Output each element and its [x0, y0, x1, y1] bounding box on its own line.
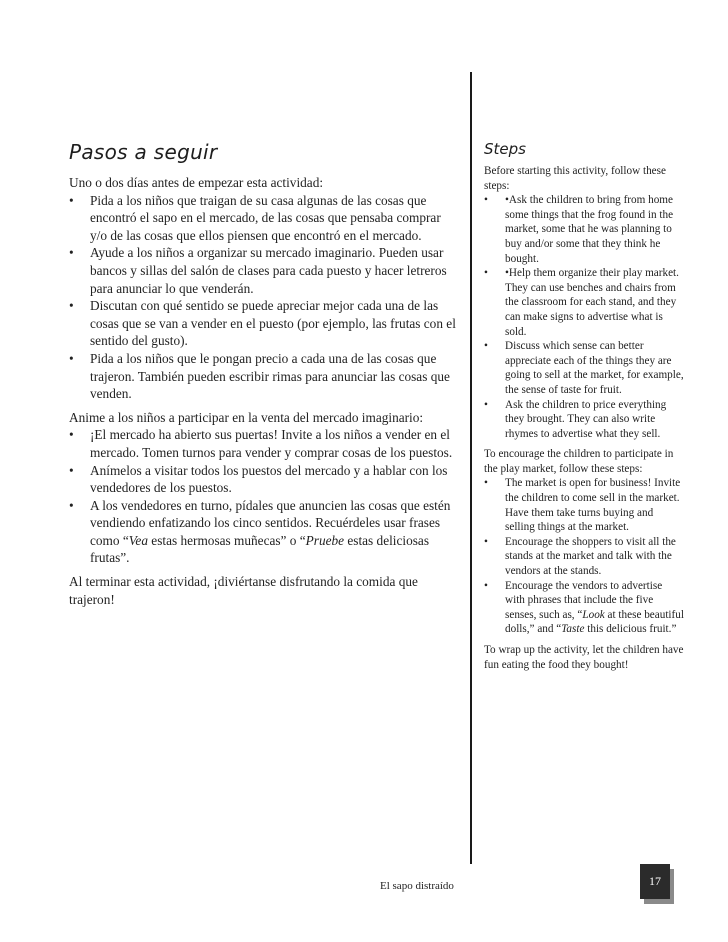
bullet: • [484, 267, 488, 280]
list-item-text: •Help them organize their play market. They can use benches and chairs from the classroom for each stand, and they can make signs to advertise what is sold. [505, 267, 679, 338]
english-intro-market: To encourage the children to participate in the play market, follow these steps: [484, 448, 674, 475]
page-number: 17 [640, 864, 670, 899]
bullet: • [69, 462, 74, 478]
list-item [484, 579, 684, 637]
bullet: • [484, 340, 488, 353]
bullet: • [69, 497, 74, 513]
bullet: • [484, 477, 488, 490]
text-run: at these beautiful dolls,” and “ [505, 608, 684, 636]
spanish-intro-market: Anime a los niños a participar en la venta del mercado imaginario: [69, 409, 424, 425]
bullet: • [69, 350, 74, 366]
bullet: • [69, 245, 74, 261]
list-item-text [90, 498, 450, 566]
text-run: estas deliciosas frutas”. [90, 532, 429, 566]
spanish-closing: Al terminar esta actividad, ¡diviértanse disfrutando la comida que trajeron! [69, 574, 418, 607]
list-item-text: Pida a los niños que traigan de su casa algunas de las cosas que encontró el sapo en el mercado, de las cosas que pensaba comprar y/o de las cosas que ellos piensen que encontró en el mercado. [90, 192, 441, 243]
bullet: • [484, 194, 488, 207]
list-item-text: Ayude a los niños a organizar su mercado imaginario. Pueden usar bancos y sillas del salón de clases para cada puesto y hacer letreros para anunciar lo que venderán. [90, 245, 447, 296]
bullet: • [484, 535, 488, 548]
emphasis-look: Look [582, 608, 605, 621]
bullet: • [69, 427, 74, 443]
text-run: Encourage the vendors to advertise with phrases that include the five senses, such as, “ [505, 579, 663, 621]
list-item-text: Encourage the shoppers to visit all the stands at the market and talk with the vendors at the stands. [505, 535, 676, 578]
list-item-text: Ask the children to price everything they brought. They can also write rhymes to advertise what they sell. [505, 398, 667, 440]
list-item-text: Discuss which sense can better appreciate each of the things they are going to sell at the market, for example, the sense of taste for fruit. [505, 340, 684, 396]
spanish-column [69, 140, 457, 608]
list-item-text: Anímelos a visitar todos los puestos del mercado y a hablar con los vendedores de los puestos. [90, 462, 448, 496]
list-item [484, 535, 684, 579]
english-closing: To wrap up the activity, let the children have fun eating the food they bought! [484, 644, 684, 671]
english-intro: Before starting this activity, follow these steps: [484, 165, 666, 192]
list-item [69, 297, 457, 350]
list-item-text: •Ask the children to bring from home some things that the frog found in the market, some that he was planning to buy and/or some that they think he bought. [505, 194, 674, 265]
list-item-text: The market is open for business! Invite the children to come sell in the market. Have them take turns buying and selling things at the market. [505, 477, 681, 534]
list-item [69, 497, 457, 567]
bullet: • [69, 298, 74, 314]
list-item [484, 476, 684, 534]
bullet: • [484, 398, 488, 411]
english-heading: Steps [484, 140, 526, 158]
list-item [69, 244, 457, 297]
list-item [69, 192, 457, 245]
list-item-text: ¡El mercado ha abierto sus puertas! Invite a los niños a vender en el mercado. Tomen turnos para vender y comprar cosas de los puestos. [90, 427, 453, 460]
spanish-list-preparation [69, 192, 457, 403]
bullet: • [484, 579, 488, 592]
text-run: estas hermosas muñecas” o “ [147, 532, 306, 548]
emphasis-taste: Taste [561, 623, 585, 636]
page-number-badge [640, 864, 674, 904]
list-item [484, 398, 684, 442]
emphasis-pruebe: Pruebe [305, 532, 345, 548]
text-run: this delicious fruit.” [584, 623, 677, 636]
spanish-list-market [69, 426, 457, 567]
list-item-text: Discutan con qué sentido se puede apreciar mejor cada una de las cosas que se van a vender en el puesto (por ejemplo, las frutas con el sentido del gusto). [90, 298, 456, 349]
list-item [484, 193, 684, 266]
spanish-intro: Uno o dos días antes de empezar esta actividad: [69, 175, 324, 190]
english-column [484, 140, 684, 672]
list-item-text [505, 580, 684, 636]
english-list-market [484, 476, 684, 637]
list-item [484, 266, 684, 339]
list-item [69, 426, 457, 461]
list-item [69, 462, 457, 497]
column-divider [470, 72, 472, 864]
list-item-text: Pida a los niños que le pongan precio a cada una de las cosas que trajeron. También pueden escribir rimas para anunciar las cosas que venden. [90, 350, 450, 402]
footer-book-title: El sapo distraído [380, 880, 454, 892]
emphasis-vea: Vea [128, 532, 148, 548]
list-item [69, 350, 457, 403]
text-run: A los vendedores en turno, pídales que anuncien las cosas que estén vendiendo enfatizando los cinco sentidos. Recuérdeles usar frases como “ [90, 497, 451, 548]
list-item [484, 339, 684, 397]
english-list-preparation [484, 193, 684, 441]
spanish-heading: Pasos a seguir [69, 140, 218, 164]
bullet: • [69, 192, 74, 208]
